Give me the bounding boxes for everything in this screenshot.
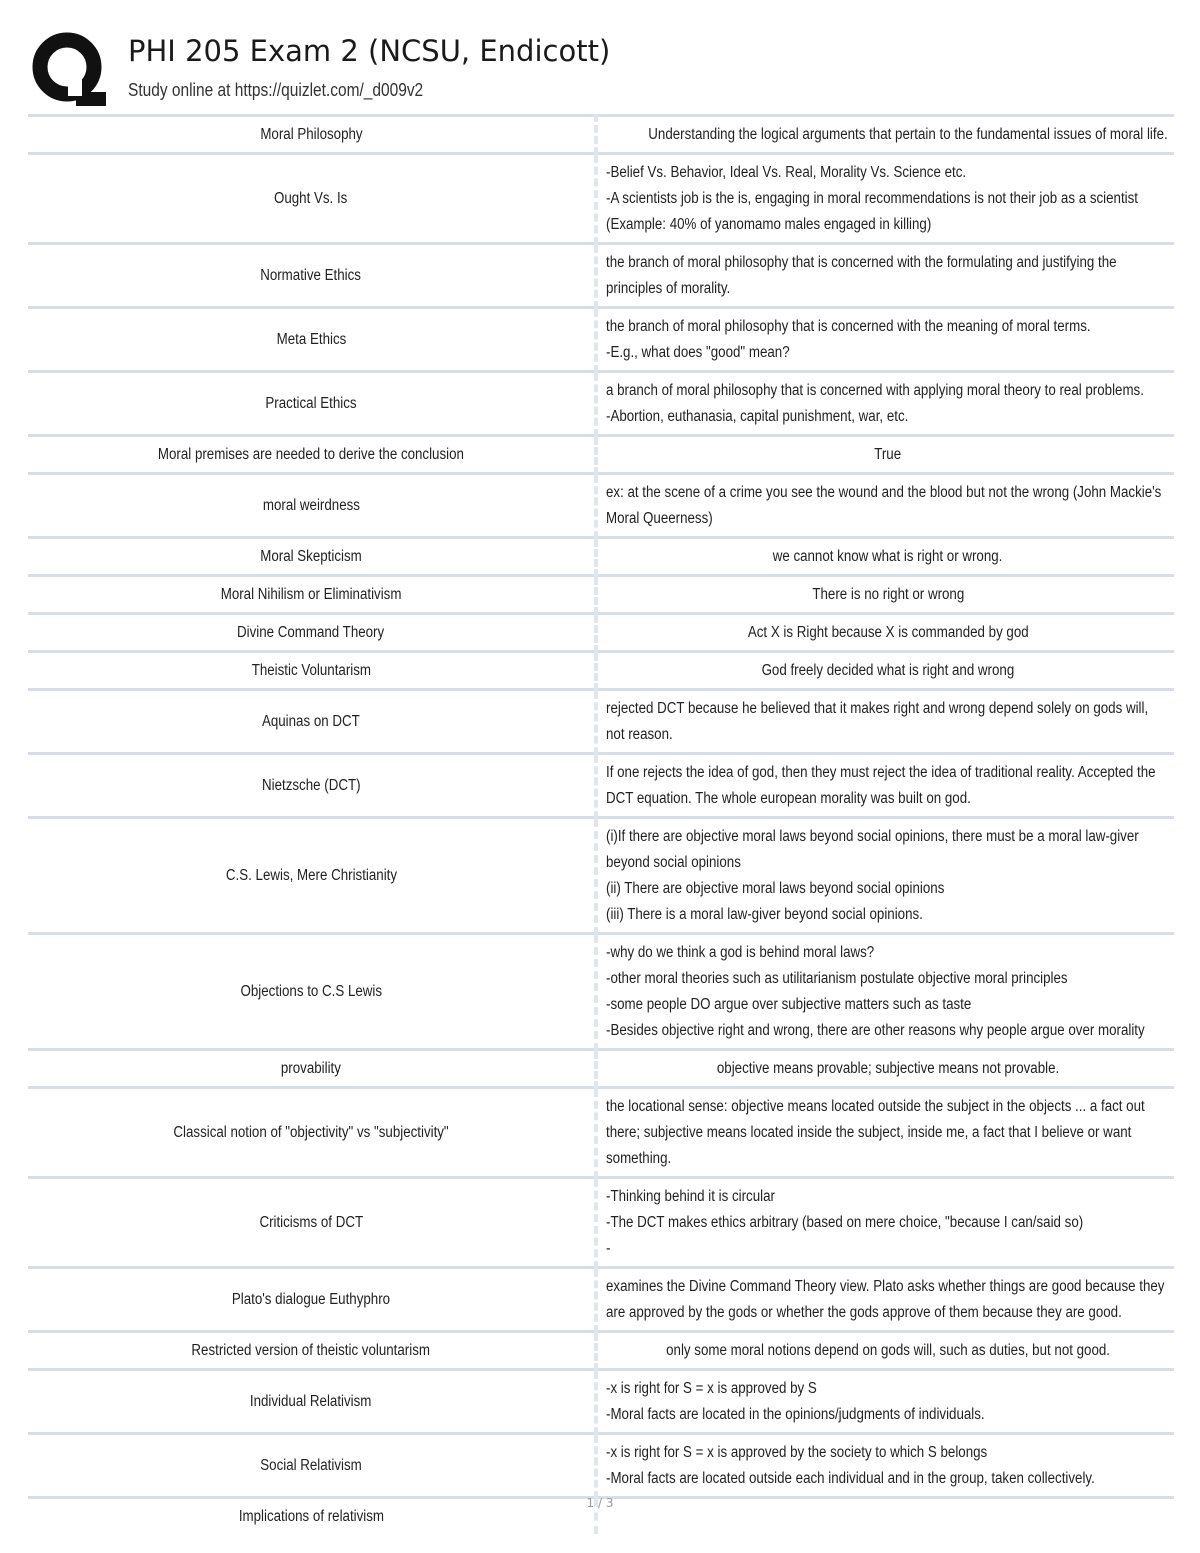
definition-line: ex: at the scene of a crime you see the wound and the blood but not the wrong (John Mackie's: [606, 484, 1162, 501]
flashcard-row: [28, 754, 1174, 818]
card-definition: [596, 1370, 1174, 1434]
card-definition: [596, 576, 1174, 614]
card-definition: [596, 116, 1174, 154]
definition-line: (i)If there are objective moral laws beyond social opinions, there must be a moral law-giver: [606, 828, 1139, 845]
flashcard-row: [28, 1178, 1174, 1268]
card-definition: [596, 1088, 1174, 1178]
definition-line: not reason.: [606, 726, 673, 743]
definition-line: (ii) There are objective moral laws beyond social opinions: [606, 880, 945, 897]
card-definition: [596, 1434, 1174, 1498]
card-term: [28, 372, 596, 436]
flashcard-row: [28, 1370, 1174, 1434]
card-term: [28, 1434, 596, 1498]
card-term: [28, 154, 596, 244]
card-term: [28, 934, 596, 1050]
card-term-text: Practical Ethics: [265, 395, 357, 412]
card-term-text: Objections to C.S Lewis: [240, 983, 382, 1000]
definition-line: God freely decided what is right and wrong: [761, 662, 1015, 679]
flashcard-row: [28, 244, 1174, 308]
study-link-text: Study online at https://quizlet.com/_d009v2: [128, 80, 424, 100]
definition-line: True: [874, 446, 902, 463]
card-definition: [596, 154, 1174, 244]
definition-line: -Moral facts are located in the opinions/judgments of individuals.: [606, 1406, 985, 1423]
definition-line: -The DCT makes ethics arbitrary (based on mere choice, "because I can/said so): [606, 1214, 1084, 1231]
definition-line: (iii) There is a moral law-giver beyond social opinions.: [606, 906, 923, 923]
flashcard-row: [28, 576, 1174, 614]
card-term-text: Moral Skepticism: [260, 548, 362, 565]
card-term: [28, 1370, 596, 1434]
definition-line: Understanding the logical arguments that pertain to the fundamental issues of moral life.: [648, 126, 1168, 143]
card-term-text: provability: [280, 1060, 342, 1077]
definition-line: -some people DO argue over subjective matters such as taste: [606, 996, 972, 1013]
definition-line: there; subjective means located inside the subject, inside me, a fact that I believe or want: [606, 1124, 1132, 1141]
definition-line: beyond social opinions: [606, 854, 741, 871]
card-term-text: Nietzsche (DCT): [261, 777, 361, 794]
card-definition: [596, 934, 1174, 1050]
card-term: [28, 754, 596, 818]
card-term-text: Theistic Voluntarism: [251, 662, 371, 679]
card-term-text: Plato's dialogue Euthyphro: [231, 1291, 391, 1308]
definition-line: we cannot know what is right or wrong.: [773, 548, 1003, 565]
card-term: [28, 818, 596, 934]
definition-line: -Besides objective right and wrong, there are other reasons why people argue over morality: [606, 1022, 1145, 1039]
definition-line: the branch of moral philosophy that is concerned with the formulating and justifying the: [606, 254, 1117, 271]
flashcard-row: [28, 1268, 1174, 1332]
card-term-text: Moral premises are needed to derive the conclusion: [157, 446, 465, 463]
card-term: [28, 244, 596, 308]
card-term-text: Normative Ethics: [260, 267, 362, 284]
card-term: [28, 436, 596, 474]
flashcard-row: [28, 818, 1174, 934]
card-definition: [596, 436, 1174, 474]
card-term-text: Ought Vs. Is: [274, 190, 348, 207]
definition-line: DCT equation. The whole european morality was built on god.: [606, 790, 971, 807]
card-term-text: Implications of relativism: [238, 1508, 384, 1525]
definition-line: rejected DCT because he believed that it makes right and wrong depend solely on gods will,: [606, 700, 1149, 717]
card-definition: [596, 614, 1174, 652]
card-definition: [596, 754, 1174, 818]
card-term-text: Aquinas on DCT: [262, 713, 360, 730]
definition-line: -other moral theories such as utilitarianism postulate objective moral principles: [606, 970, 1068, 987]
definition-line: something.: [606, 1150, 672, 1167]
flashcard-row: [28, 1050, 1174, 1088]
definition-line: -x is right for S = x is approved by S: [606, 1380, 817, 1397]
card-definition: [596, 244, 1174, 308]
card-definition: [596, 372, 1174, 436]
flashcard-row: [28, 1434, 1174, 1498]
definition-line: principles of morality.: [606, 280, 731, 297]
card-term: [28, 474, 596, 538]
definition-line: -x is right for S = x is approved by the society to which S belongs: [606, 1444, 988, 1461]
flashcard-row: [28, 308, 1174, 372]
card-definition: [596, 1178, 1174, 1268]
definition-line: -E.g., what does "good" mean?: [606, 344, 790, 361]
definition-line: -: [606, 1240, 611, 1257]
card-term-text: Moral Philosophy: [259, 126, 363, 143]
card-term: [28, 652, 596, 690]
definition-line: the branch of moral philosophy that is concerned with the meaning of moral terms.: [606, 318, 1091, 335]
flashcard-row: [28, 372, 1174, 436]
card-term: [28, 1088, 596, 1178]
definition-line: are approved by the gods or whether the gods approve of them because they are good.: [606, 1304, 1122, 1321]
definition-line: only some moral notions depend on gods will, such as duties, but not good.: [666, 1342, 1110, 1359]
card-term: [28, 308, 596, 372]
card-term-text: Moral Nihilism or Eliminativism: [220, 586, 402, 603]
definition-line: Moral Queerness): [606, 510, 713, 527]
flashcard-row: [28, 154, 1174, 244]
card-definition: [596, 1332, 1174, 1370]
card-term: [28, 1050, 596, 1088]
card-term: [28, 1178, 596, 1268]
quizlet-logo-icon: [30, 30, 108, 108]
flashcard-row: [28, 538, 1174, 576]
card-definition: [596, 308, 1174, 372]
card-definition: [596, 474, 1174, 538]
definition-line: a branch of moral philosophy that is concerned with applying moral theory to real problems.: [606, 382, 1144, 399]
card-definition: [596, 690, 1174, 754]
definition-line: objective means provable; subjective means not provable.: [716, 1060, 1060, 1077]
definition-line: (Example: 40% of yanomamo males engaged in killing): [606, 216, 932, 233]
card-term-text: Criticisms of DCT: [259, 1214, 363, 1231]
definition-line: -Belief Vs. Behavior, Ideal Vs. Real, Morality Vs. Science etc.: [606, 164, 967, 181]
definition-line: -A scientists job is the is, engaging in moral recommendations is not their job as a scientist: [606, 190, 1138, 207]
definition-line: There is no right or wrong: [812, 586, 964, 603]
card-term-text: Social Relativism: [260, 1457, 362, 1474]
flashcard-row: [28, 1088, 1174, 1178]
flashcard-row: [28, 116, 1174, 154]
card-term: [28, 1268, 596, 1332]
flashcard-row: [28, 652, 1174, 690]
card-term-text: Classical notion of "objectivity" vs "subjectivity": [173, 1124, 449, 1141]
definition-line: If one rejects the idea of god, then they must reject the idea of traditional reality. Accepted the: [606, 764, 1156, 781]
card-term-text: C.S. Lewis, Mere Christianity: [225, 867, 397, 884]
card-term-text: Restricted version of theistic voluntarism: [191, 1342, 431, 1359]
flashcard-row: [28, 614, 1174, 652]
card-term-text: Meta Ethics: [276, 331, 346, 348]
definition-line: -Thinking behind it is circular: [606, 1188, 775, 1205]
card-term-text: Individual Relativism: [250, 1393, 372, 1410]
card-term: [28, 116, 596, 154]
flashcard-table: [28, 114, 1174, 1534]
page-header: [30, 30, 1180, 110]
flashcard-row: [28, 690, 1174, 754]
card-term: [28, 538, 596, 576]
definition-line: -why do we think a god is behind moral laws?: [606, 944, 875, 961]
card-term: [28, 576, 596, 614]
card-term: [28, 690, 596, 754]
card-definition: [596, 818, 1174, 934]
definition-line: the locational sense: objective means located outside the subject in the objects ... a fact out: [606, 1098, 1145, 1115]
card-term-text: Divine Command Theory: [237, 624, 385, 641]
page-title: PHI 205 Exam 2 (NCSU, Endicott): [128, 34, 611, 68]
flashcard-row: [28, 1332, 1174, 1370]
card-definition: [596, 652, 1174, 690]
card-definition: [596, 1268, 1174, 1332]
definition-line: -Abortion, euthanasia, capital punishment, war, etc.: [606, 408, 909, 425]
flashcard-row: [28, 474, 1174, 538]
flashcard-row: [28, 934, 1174, 1050]
flashcard-row: [28, 436, 1174, 474]
card-term-text: moral weirdness: [262, 497, 360, 514]
definition-line: Act X is Right because X is commanded by god: [747, 624, 1029, 641]
card-term: [28, 1332, 596, 1370]
card-term: [28, 614, 596, 652]
card-definition: [596, 1050, 1174, 1088]
page-number: 1 / 3: [586, 1496, 614, 1510]
definition-line: -Moral facts are located outside each individual and in the group, taken collectively.: [606, 1470, 1095, 1487]
card-definition: [596, 538, 1174, 576]
definition-line: examines the Divine Command Theory view. Plato asks whether things are good because they: [606, 1278, 1165, 1295]
